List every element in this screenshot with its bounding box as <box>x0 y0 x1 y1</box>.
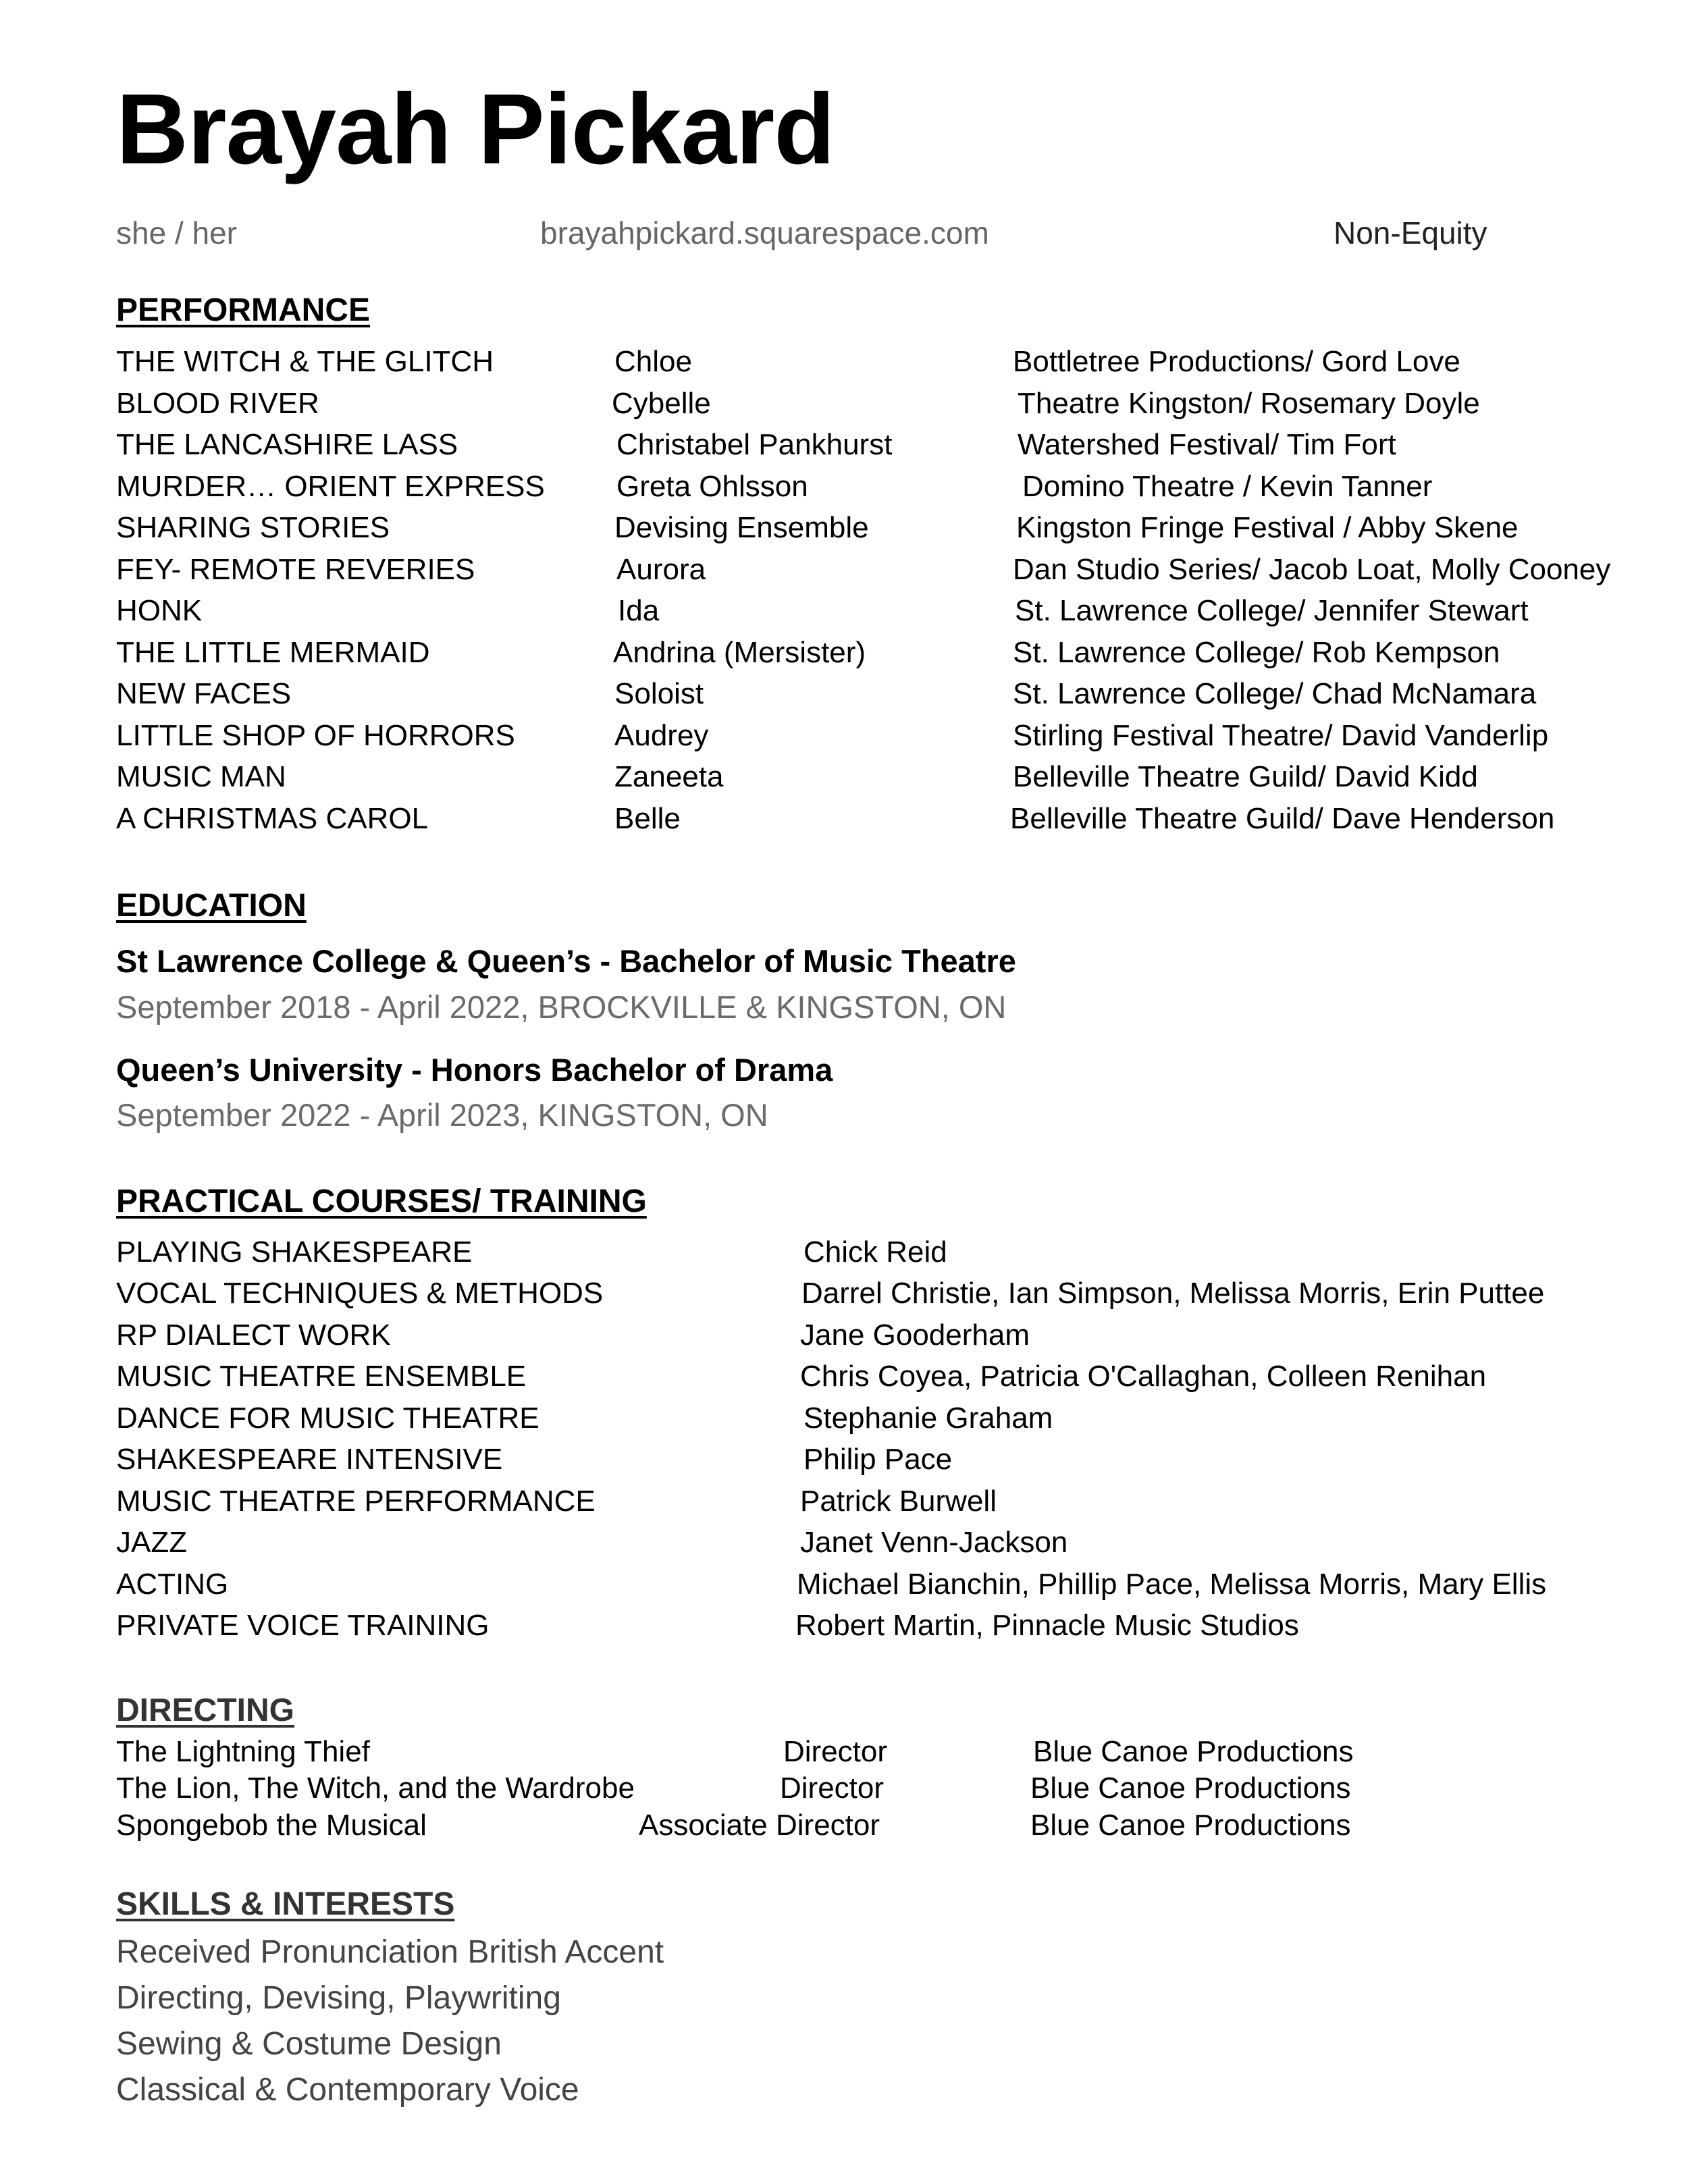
performance-row <box>0 679 1688 720</box>
union-status: Non-Equity <box>1334 215 1487 250</box>
company: Blue Canoe Productions <box>1030 1772 1351 1805</box>
resume-name: Brayah Pickard <box>116 74 835 185</box>
education-degree: St Lawrence College & Queen’s - Bachelor of Music Theatre <box>116 943 1016 979</box>
teachers: Jane Gooderham <box>800 1319 1030 1352</box>
show-title: NEW FACES <box>116 677 292 710</box>
company: Stirling Festival Theatre/ David Vanderlip <box>1013 719 1549 752</box>
performance-row <box>0 389 1688 429</box>
company: Belleville Theatre Guild/ Dave Henderson <box>1010 802 1555 835</box>
show-title: LITTLE SHOP OF HORRORS <box>116 719 515 752</box>
teachers: Stephanie Graham <box>803 1402 1053 1435</box>
skill-item: Received Pronunciation British Accent <box>116 1934 664 1970</box>
skills-heading: SKILLS & INTERESTS <box>116 1886 455 1922</box>
teachers: Robert Martin, Pinnacle Music Studios <box>795 1609 1299 1642</box>
training-row <box>0 1611 1688 1651</box>
skill-item: Directing, Devising, Playwriting <box>116 1980 561 2016</box>
company: Blue Canoe Productions <box>1030 1809 1351 1842</box>
teachers: Philip Pace <box>803 1443 953 1476</box>
role: Director <box>783 1735 888 1768</box>
company: Watershed Festival/ Tim Fort <box>1018 428 1396 461</box>
show-title: BLOOD RIVER <box>116 387 319 420</box>
course: SHAKESPEARE INTENSIVE <box>116 1443 503 1476</box>
performance-row <box>0 596 1688 637</box>
show-title: THE LITTLE MERMAID <box>116 636 430 669</box>
company: St. Lawrence College/ Rob Kempson <box>1013 636 1500 669</box>
education-detail: September 2022 - April 2023, KINGSTON, ON <box>116 1097 768 1133</box>
show-title: The Lion, The Witch, and the Wardrobe <box>116 1772 635 1805</box>
training-heading: PRACTICAL COURSES/ TRAINING <box>116 1183 647 1219</box>
teachers: Patrick Burwell <box>800 1485 997 1518</box>
directing-row <box>0 1774 1688 1814</box>
performance-row <box>0 638 1688 678</box>
role: Ida <box>618 594 660 627</box>
training-row <box>0 1404 1688 1444</box>
directing-heading: DIRECTING <box>116 1693 294 1728</box>
company: Domino Theatre / Kevin Tanner <box>1022 470 1433 503</box>
performance-row <box>0 430 1688 471</box>
company: St. Lawrence College/ Jennifer Stewart <box>1015 594 1529 627</box>
role: Aurora <box>616 553 706 586</box>
company: Theatre Kingston/ Rosemary Doyle <box>1018 387 1480 420</box>
show-title: Spongebob the Musical <box>116 1809 427 1842</box>
role: Zaneeta <box>614 760 724 793</box>
training-row <box>0 1445 1688 1485</box>
teachers: Chick Reid <box>803 1235 947 1269</box>
training-row <box>0 1321 1688 1361</box>
role: Belle <box>614 802 681 835</box>
training-row <box>0 1528 1688 1568</box>
role: Cybelle <box>612 387 711 420</box>
performance-row <box>0 804 1688 845</box>
teachers: Janet Venn-Jackson <box>800 1526 1068 1559</box>
skill-item: Classical & Contemporary Voice <box>116 2072 579 2108</box>
show-title: MUSIC MAN <box>116 760 286 793</box>
role: Associate Director <box>639 1809 880 1842</box>
course: MUSIC THEATRE PERFORMANCE <box>116 1485 596 1518</box>
training-row <box>0 1279 1688 1319</box>
teachers: Darrel Christie, Ian Simpson, Melissa Morris, Erin Puttee <box>801 1277 1545 1310</box>
role: Soloist <box>614 677 704 710</box>
education-heading: EDUCATION <box>116 888 307 924</box>
training-row <box>0 1362 1688 1402</box>
show-title: The Lightning Thief <box>116 1735 370 1768</box>
course: VOCAL TECHNIQUES & METHODS <box>116 1277 604 1310</box>
training-row <box>0 1570 1688 1610</box>
performance-row <box>0 347 1688 388</box>
education-detail: September 2018 - April 2022, BROCKVILLE & KINGSTON, ON <box>116 989 1007 1025</box>
course: PLAYING SHAKESPEARE <box>116 1235 473 1269</box>
pronouns: she / her <box>116 215 237 250</box>
company: Dan Studio Series/ Jacob Loat, Molly Cooney <box>1013 553 1611 586</box>
show-title: SHARING STORIES <box>116 511 390 544</box>
course: JAZZ <box>116 1526 188 1559</box>
role: Audrey <box>614 719 709 752</box>
show-title: A CHRISTMAS CAROL <box>116 802 429 835</box>
course: RP DIALECT WORK <box>116 1319 391 1352</box>
skill-item: Sewing & Costume Design <box>116 2026 502 2062</box>
performance-row <box>0 721 1688 762</box>
show-title: MURDER… ORIENT EXPRESS <box>116 470 545 503</box>
course: ACTING <box>116 1568 229 1601</box>
show-title: HONK <box>116 594 203 627</box>
role: Greta Ohlsson <box>616 470 808 503</box>
company: Bottletree Productions/ Gord Love <box>1013 345 1460 378</box>
performance-row <box>0 513 1688 554</box>
course: DANCE FOR MUSIC THEATRE <box>116 1402 539 1435</box>
education-degree: Queen’s University - Honors Bachelor of Drama <box>116 1052 833 1088</box>
role: Devising Ensemble <box>614 511 869 544</box>
performance-heading: PERFORMANCE <box>116 292 371 328</box>
course: MUSIC THEATRE ENSEMBLE <box>116 1360 527 1393</box>
role: Christabel Pankhurst <box>616 428 893 461</box>
role: Director <box>780 1772 885 1805</box>
performance-row <box>0 555 1688 595</box>
company: Belleville Theatre Guild/ David Kidd <box>1013 760 1478 793</box>
company: Kingston Fringe Festival / Abby Skene <box>1016 511 1519 544</box>
show-title: THE LANCASHIRE LASS <box>116 428 458 461</box>
training-row <box>0 1487 1688 1527</box>
directing-row <box>0 1811 1688 1851</box>
role: Chloe <box>614 345 692 378</box>
teachers: Michael Bianchin, Phillip Pace, Melissa Morris, Mary Ellis <box>797 1568 1547 1601</box>
show-title: FEY- REMOTE REVERIES <box>116 553 475 586</box>
website-link[interactable]: brayahpickard.squarespace.com <box>540 215 989 250</box>
teachers: Chris Coyea, Patricia O'Callaghan, Colleen Renihan <box>800 1360 1487 1393</box>
training-row <box>0 1237 1688 1278</box>
course: PRIVATE VOICE TRAINING <box>116 1609 490 1642</box>
company: St. Lawrence College/ Chad McNamara <box>1013 677 1537 710</box>
company: Blue Canoe Productions <box>1033 1735 1354 1768</box>
performance-row <box>0 762 1688 803</box>
role: Andrina (Mersister) <box>613 636 866 669</box>
performance-row <box>0 472 1688 512</box>
show-title: THE WITCH & THE GLITCH <box>116 345 494 378</box>
